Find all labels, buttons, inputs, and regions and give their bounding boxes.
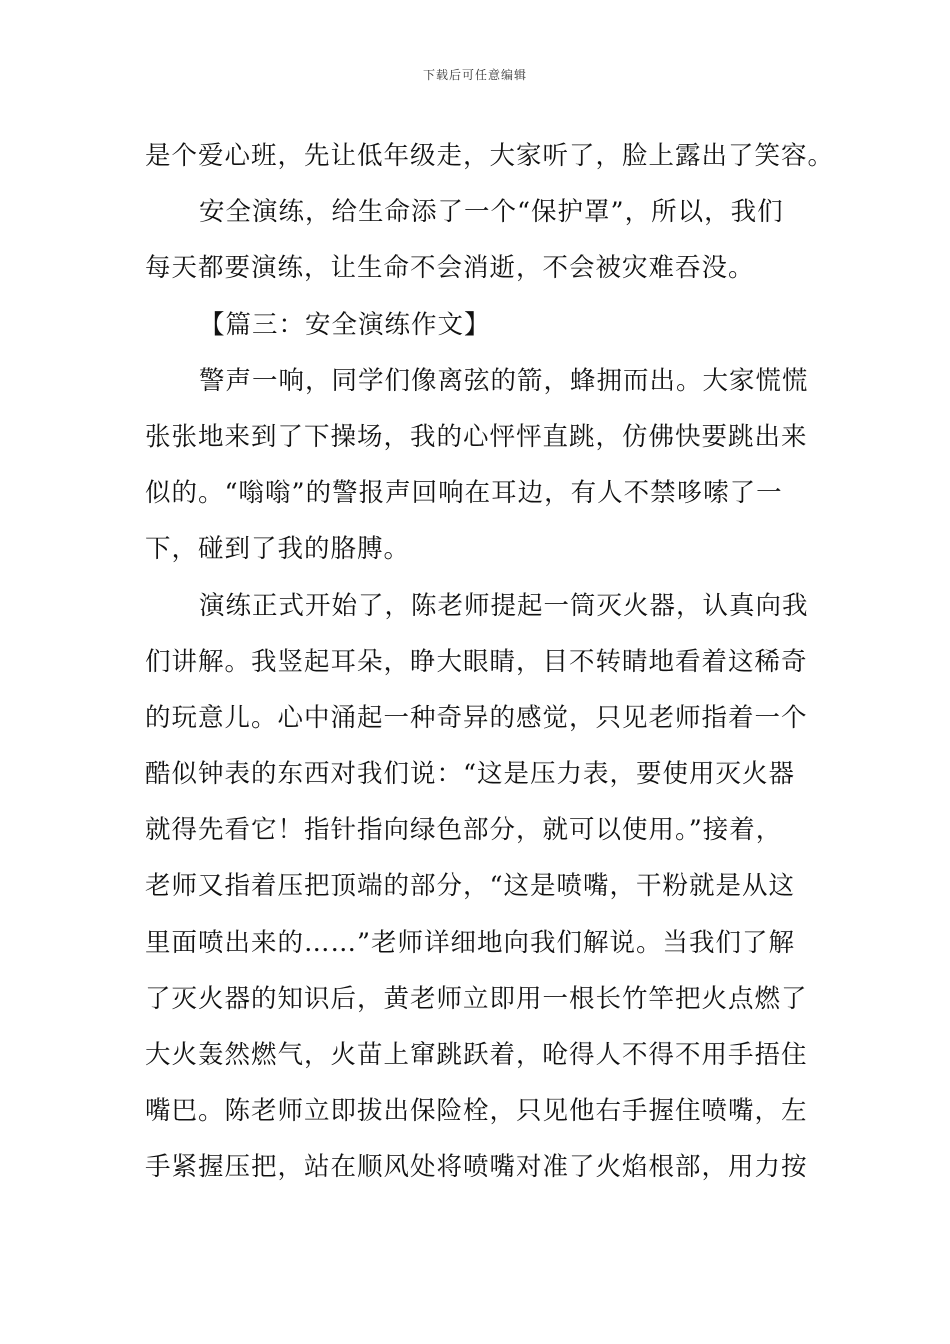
text-line: 下，碰到了我的胳膊。 — [145, 534, 411, 565]
text-line: 张张地来到了下操场，我的心怦怦直跳，仿佛快要跳出来 — [145, 421, 808, 452]
text-line: 警声一响，同学们像离弦的箭，蜂拥而出。大家慌慌 — [199, 365, 809, 396]
text-line: 酷似钟表的东西对我们说：“这是压力表，要使用灭火器 — [145, 759, 796, 790]
text-line: 每天都要演练，让生命不会消逝，不会被灾难吞没。 — [145, 253, 755, 284]
body-text — [145, 128, 835, 1196]
text-line: 里面喷出来的……”老师详细地向我们解说。当我们了解 — [145, 927, 796, 958]
text-line: 似的。“嗡嗡”的警报声回响在耳边，有人不禁哆嗦了一 — [145, 478, 783, 509]
text-line: 手紧握压把，站在顺风处将喷嘴对准了火焰根部，用力按 — [145, 1152, 808, 1183]
text-line: 是个爱心班，先让低年级走，大家听了，脸上露出了笑容。 — [145, 141, 835, 171]
page-header: 下载后可任意编辑 — [422, 68, 527, 82]
text-line: 安全演练，给生命添了一个“保护罩”，所以，我们 — [199, 197, 784, 228]
text-line: 的玩意儿。心中涌起一种奇异的感觉，只见老师指着一个 — [145, 702, 808, 733]
text-line: 了灭火器的知识后，黄老师立即用一根长竹竿把火点燃了 — [145, 983, 808, 1014]
text-line: 嘴巴。陈老师立即拔出保险栓，只见他右手握住喷嘴，左 — [145, 1096, 808, 1127]
text-line: 大火轰然燃气，火苗上窜跳跃着，呛得人不得不用手捂住 — [145, 1040, 808, 1070]
section-heading: 【篇三：安全演练作文】 — [199, 309, 491, 340]
text-line: 演练正式开始了，陈老师提起一筒灭火器，认真向我 — [199, 590, 809, 621]
text-line: 老师又指着压把顶端的部分，“这是喷嘴，干粉就是从这 — [145, 871, 796, 902]
text-line: 们讲解。我竖起耳朵，睁大眼睛，目不转睛地看着这稀奇 — [145, 646, 808, 677]
text-line: 就得先看它！指针指向绿色部分，就可以使用。”接着， — [145, 815, 783, 846]
